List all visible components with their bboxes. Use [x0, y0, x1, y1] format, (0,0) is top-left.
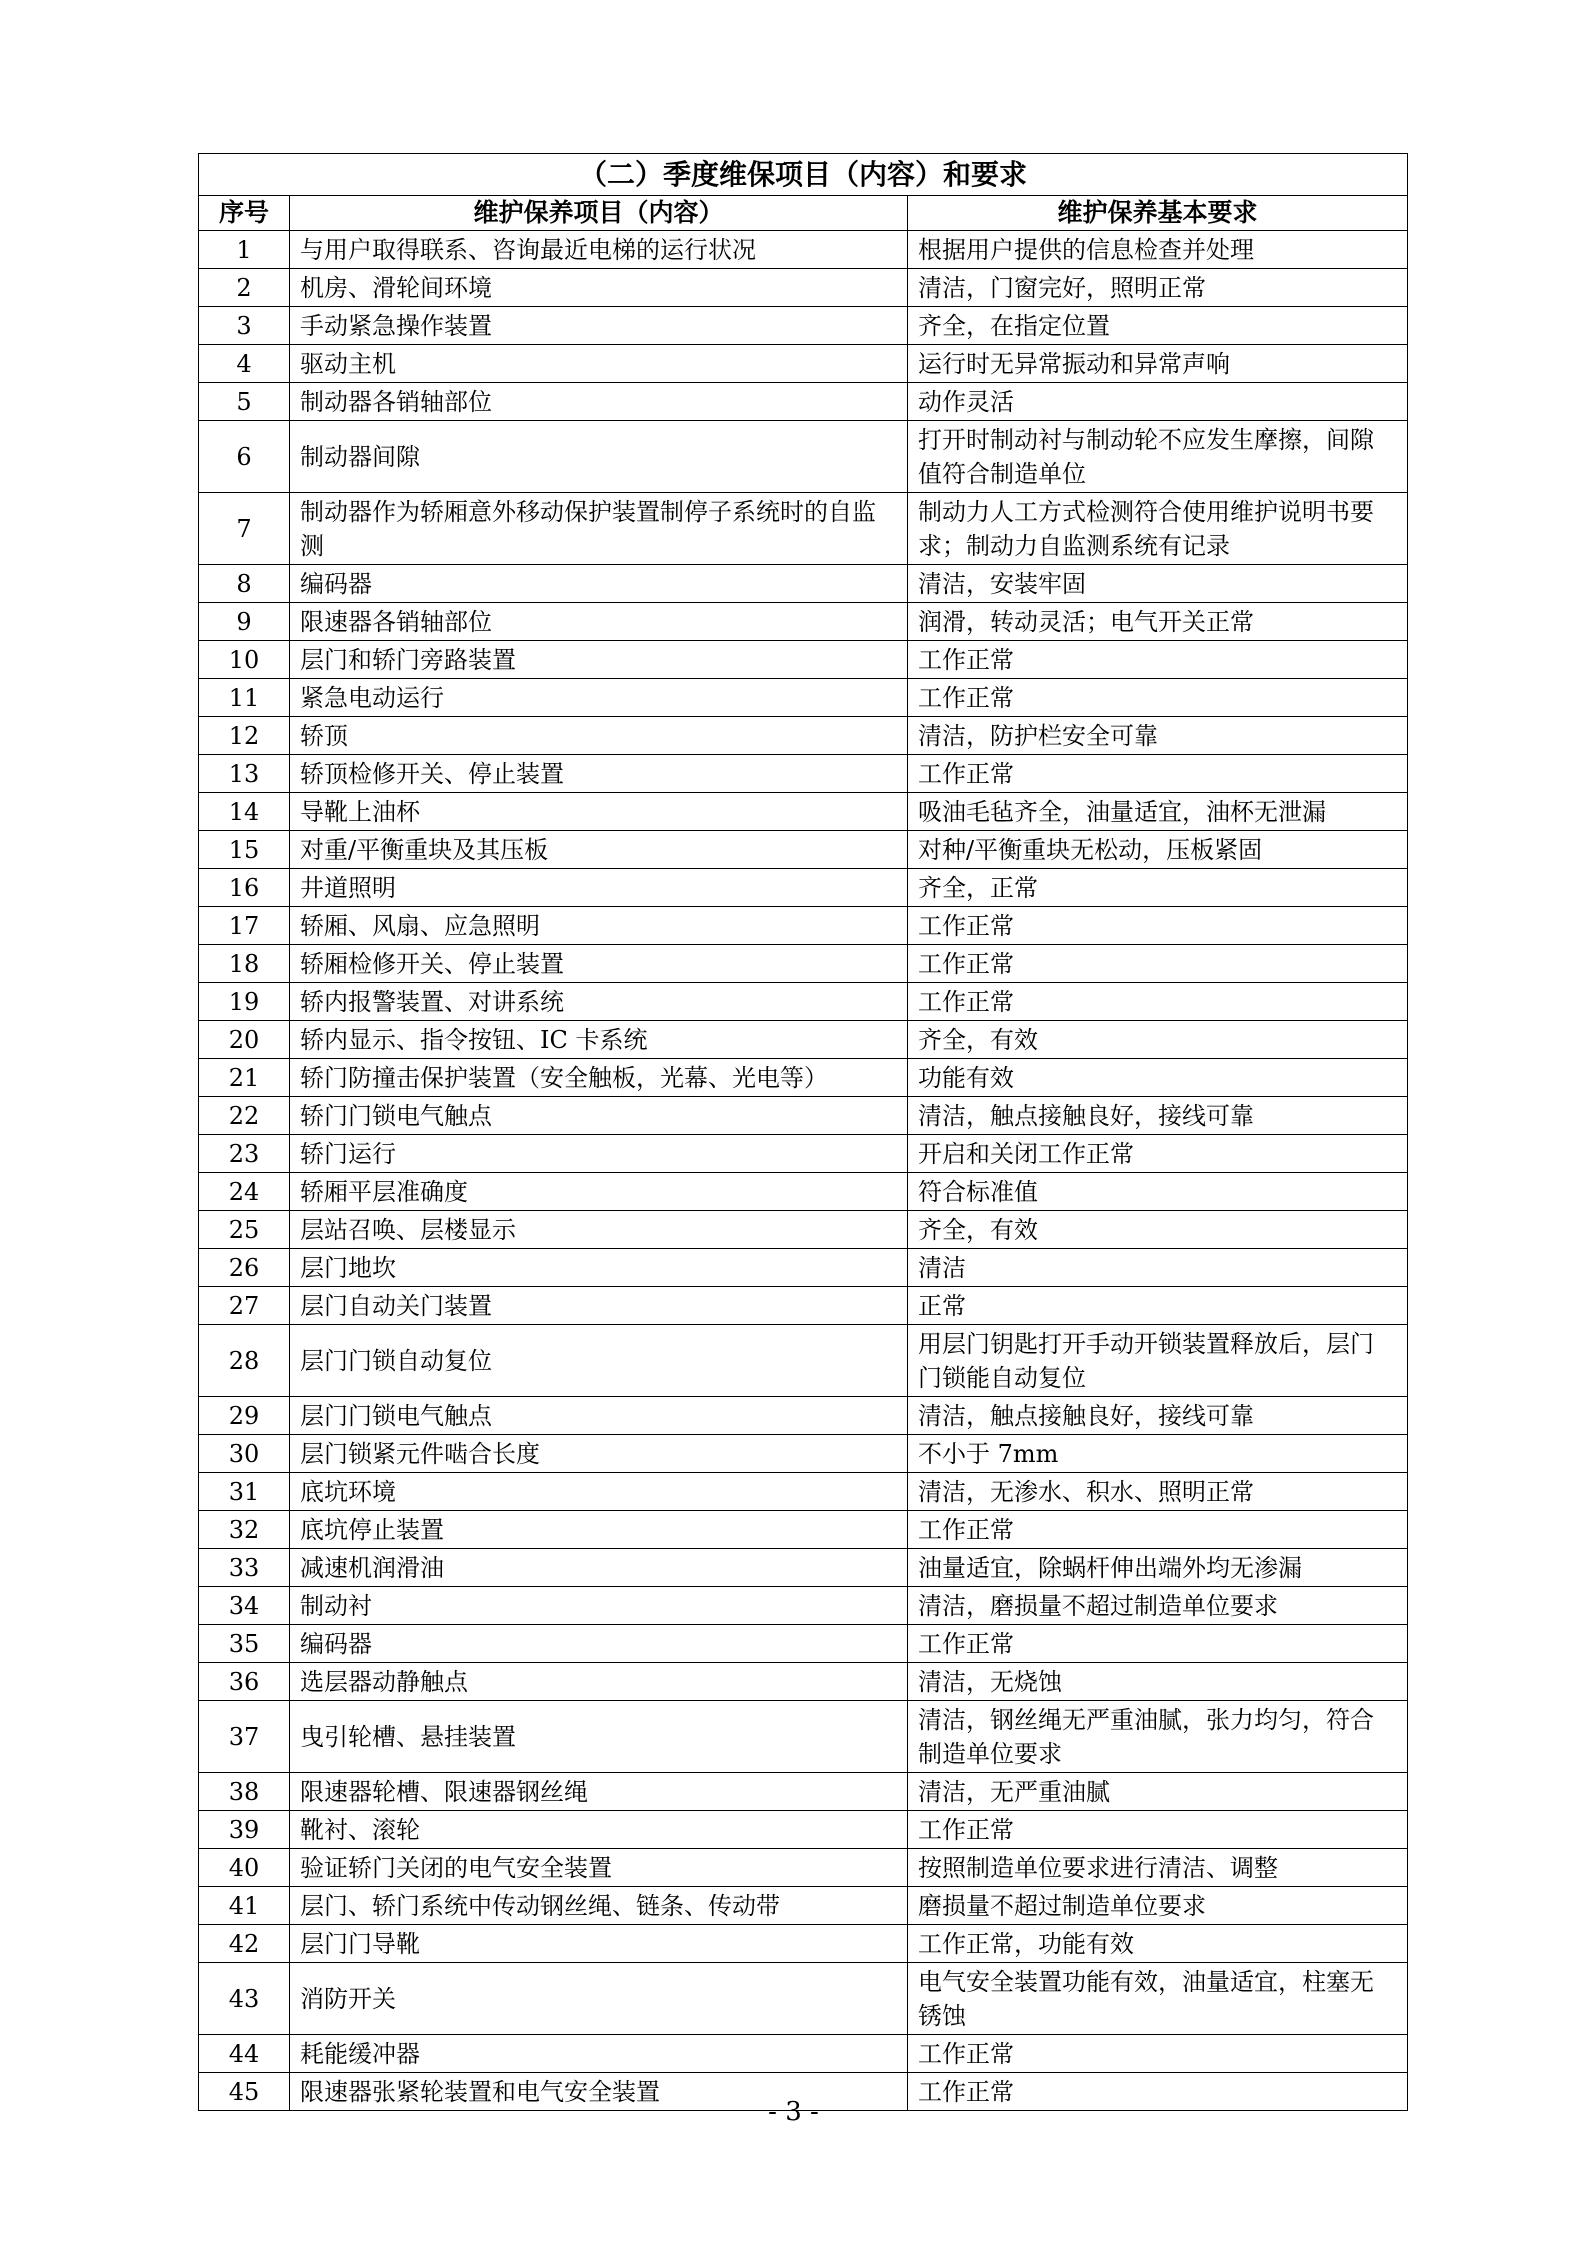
- row-requirement: 开启和关闭工作正常: [908, 1135, 1408, 1173]
- row-number: 16: [199, 869, 290, 907]
- table-row: [199, 1059, 1408, 1097]
- row-number: 2: [199, 269, 290, 307]
- row-requirement: 工作正常，功能有效: [908, 1925, 1408, 1963]
- header-item: 维护保养项目（内容）: [290, 196, 908, 231]
- row-item: 紧急电动运行: [290, 679, 908, 717]
- row-requirement: 清洁，无严重油腻: [908, 1773, 1408, 1811]
- row-requirement: 按照制造单位要求进行清洁、调整: [908, 1849, 1408, 1887]
- table-row: [199, 1587, 1408, 1625]
- row-requirement: 符合标准值: [908, 1173, 1408, 1211]
- row-item: 对重/平衡重块及其压板: [290, 831, 908, 869]
- table-row: [199, 603, 1408, 641]
- table-row: [199, 1021, 1408, 1059]
- row-number: 33: [199, 1549, 290, 1587]
- row-requirement: 工作正常: [908, 907, 1408, 945]
- row-number: 24: [199, 1173, 290, 1211]
- row-item: 制动器间隙: [290, 421, 908, 493]
- page-number: - 3 -: [768, 2097, 819, 2127]
- row-number: 44: [199, 2035, 290, 2073]
- table-row: [199, 1097, 1408, 1135]
- table-row: [199, 383, 1408, 421]
- table-title: （二）季度维保项目（内容）和要求: [199, 154, 1408, 196]
- table-row: [199, 679, 1408, 717]
- row-item: 层站召唤、层楼显示: [290, 1211, 908, 1249]
- row-number: 34: [199, 1587, 290, 1625]
- row-requirement: 清洁，触点接触良好，接线可靠: [908, 1097, 1408, 1135]
- table-row: [199, 831, 1408, 869]
- table-row: [199, 1811, 1408, 1849]
- row-requirement: 制动力人工方式检测符合使用维护说明书要求；制动力自监测系统有记录: [908, 493, 1408, 565]
- row-item: 验证轿门关闭的电气安全装置: [290, 1849, 908, 1887]
- row-item: 与用户取得联系、咨询最近电梯的运行状况: [290, 231, 908, 269]
- row-number: 45: [199, 2073, 290, 2111]
- table-row: [199, 231, 1408, 269]
- table-row: [199, 1325, 1408, 1397]
- table-row: [199, 1249, 1408, 1287]
- row-requirement: 齐全，正常: [908, 869, 1408, 907]
- row-requirement: 工作正常: [908, 2073, 1408, 2111]
- row-requirement: 工作正常: [908, 1511, 1408, 1549]
- table-row: [199, 1963, 1408, 2035]
- row-number: 38: [199, 1773, 290, 1811]
- row-item: 机房、滑轮间环境: [290, 269, 908, 307]
- row-item: 制动器各销轴部位: [290, 383, 908, 421]
- row-item: 轿内显示、指令按钮、IC 卡系统: [290, 1021, 908, 1059]
- row-requirement: 正常: [908, 1287, 1408, 1325]
- row-item: 耗能缓冲器: [290, 2035, 908, 2073]
- row-item: 层门自动关门装置: [290, 1287, 908, 1325]
- table-row: [199, 1173, 1408, 1211]
- row-requirement: 齐全，在指定位置: [908, 307, 1408, 345]
- row-number: 25: [199, 1211, 290, 1249]
- row-number: 43: [199, 1963, 290, 2035]
- row-requirement: 吸油毛毡齐全，油量适宜，油杯无泄漏: [908, 793, 1408, 831]
- row-requirement: 清洁，触点接触良好，接线可靠: [908, 1397, 1408, 1435]
- header-requirement: 维护保养基本要求: [908, 196, 1408, 231]
- row-requirement: 用层门钥匙打开手动开锁装置释放后，层门门锁能自动复位: [908, 1325, 1408, 1397]
- row-number: 27: [199, 1287, 290, 1325]
- row-requirement: 清洁，无烧蚀: [908, 1663, 1408, 1701]
- table-row: [199, 307, 1408, 345]
- row-number: 4: [199, 345, 290, 383]
- row-item: 层门和轿门旁路装置: [290, 641, 908, 679]
- row-item: 层门门导靴: [290, 1925, 908, 1963]
- row-item: 轿厢检修开关、停止装置: [290, 945, 908, 983]
- row-item: 减速机润滑油: [290, 1549, 908, 1587]
- row-requirement: 打开时制动衬与制动轮不应发生摩擦，间隙值符合制造单位: [908, 421, 1408, 493]
- table-row: [199, 907, 1408, 945]
- row-item: 选层器动静触点: [290, 1663, 908, 1701]
- row-item: 底坑环境: [290, 1473, 908, 1511]
- row-item: 靴衬、滚轮: [290, 1811, 908, 1849]
- row-number: 32: [199, 1511, 290, 1549]
- row-item: 消防开关: [290, 1963, 908, 2035]
- table-row: [199, 2035, 1408, 2073]
- row-item: 轿内报警装置、对讲系统: [290, 983, 908, 1021]
- table-row: [199, 565, 1408, 603]
- row-number: 13: [199, 755, 290, 793]
- row-item: 导靴上油杯: [290, 793, 908, 831]
- row-number: 6: [199, 421, 290, 493]
- table-row: [199, 1435, 1408, 1473]
- row-number: 7: [199, 493, 290, 565]
- table-row: [199, 1511, 1408, 1549]
- row-requirement: 根据用户提供的信息检查并处理: [908, 231, 1408, 269]
- row-requirement: 工作正常: [908, 679, 1408, 717]
- row-requirement: 不小于 7mm: [908, 1435, 1408, 1473]
- row-requirement: 清洁，磨损量不超过制造单位要求: [908, 1587, 1408, 1625]
- row-item: 限速器各销轴部位: [290, 603, 908, 641]
- row-number: 9: [199, 603, 290, 641]
- table-row: [199, 1887, 1408, 1925]
- table-row: [199, 1287, 1408, 1325]
- row-item: 制动器作为轿厢意外移动保护装置制停子系统时的自监测: [290, 493, 908, 565]
- row-requirement: 齐全，有效: [908, 1021, 1408, 1059]
- table-row: [199, 269, 1408, 307]
- row-number: 21: [199, 1059, 290, 1097]
- row-item: 井道照明: [290, 869, 908, 907]
- row-item: 轿厢平层准确度: [290, 1173, 908, 1211]
- row-number: 20: [199, 1021, 290, 1059]
- row-item: 制动衬: [290, 1587, 908, 1625]
- table-row: [199, 1663, 1408, 1701]
- table-row: [199, 1849, 1408, 1887]
- row-item: 编码器: [290, 565, 908, 603]
- row-requirement: 工作正常: [908, 1625, 1408, 1663]
- row-number: 8: [199, 565, 290, 603]
- row-item: 轿顶: [290, 717, 908, 755]
- header-no: 序号: [199, 196, 290, 231]
- table-row: [199, 983, 1408, 1021]
- table-row: [199, 1397, 1408, 1435]
- table-row: [199, 1135, 1408, 1173]
- row-item: 限速器张紧轮装置和电气安全装置: [290, 2073, 908, 2111]
- row-item: 手动紧急操作装置: [290, 307, 908, 345]
- table-row: [199, 755, 1408, 793]
- row-number: 30: [199, 1435, 290, 1473]
- row-item: 轿门防撞击保护装置（安全触板，光幕、光电等）: [290, 1059, 908, 1097]
- row-requirement: 工作正常: [908, 641, 1408, 679]
- row-number: 15: [199, 831, 290, 869]
- row-number: 3: [199, 307, 290, 345]
- row-requirement: 工作正常: [908, 983, 1408, 1021]
- row-number: 19: [199, 983, 290, 1021]
- row-item: 编码器: [290, 1625, 908, 1663]
- row-item: 层门地坎: [290, 1249, 908, 1287]
- row-number: 37: [199, 1701, 290, 1773]
- table-row: [199, 345, 1408, 383]
- row-item: 底坑停止装置: [290, 1511, 908, 1549]
- table-row: [199, 945, 1408, 983]
- row-number: 35: [199, 1625, 290, 1663]
- row-number: 11: [199, 679, 290, 717]
- row-requirement: 油量适宜，除蜗杆伸出端外均无渗漏: [908, 1549, 1408, 1587]
- table-row: [199, 869, 1408, 907]
- row-requirement: 电气安全装置功能有效，油量适宜，柱塞无锈蚀: [908, 1963, 1408, 2035]
- row-number: 31: [199, 1473, 290, 1511]
- row-requirement: 清洁，门窗完好，照明正常: [908, 269, 1408, 307]
- row-number: 22: [199, 1097, 290, 1135]
- row-item: 层门锁紧元件啮合长度: [290, 1435, 908, 1473]
- table-row: [199, 1625, 1408, 1663]
- row-number: 40: [199, 1849, 290, 1887]
- table-row: [199, 1211, 1408, 1249]
- row-number: 18: [199, 945, 290, 983]
- row-requirement: 润滑，转动灵活；电气开关正常: [908, 603, 1408, 641]
- row-requirement: 齐全，有效: [908, 1211, 1408, 1249]
- row-requirement: 动作灵活: [908, 383, 1408, 421]
- row-number: 29: [199, 1397, 290, 1435]
- table-row: [199, 1701, 1408, 1773]
- row-number: 14: [199, 793, 290, 831]
- row-item: 轿顶检修开关、停止装置: [290, 755, 908, 793]
- row-requirement: 功能有效: [908, 1059, 1408, 1097]
- row-requirement: 清洁，防护栏安全可靠: [908, 717, 1408, 755]
- row-requirement: 清洁: [908, 1249, 1408, 1287]
- row-requirement: 磨损量不超过制造单位要求: [908, 1887, 1408, 1925]
- row-requirement: 工作正常: [908, 2035, 1408, 2073]
- row-requirement: 对种/平衡重块无松动，压板紧固: [908, 831, 1408, 869]
- table-row: [199, 1549, 1408, 1587]
- row-number: 5: [199, 383, 290, 421]
- row-number: 42: [199, 1925, 290, 1963]
- row-number: 39: [199, 1811, 290, 1849]
- table-row: [199, 1773, 1408, 1811]
- row-item: 层门门锁电气触点: [290, 1397, 908, 1435]
- table-row: [199, 493, 1408, 565]
- row-requirement: 工作正常: [908, 945, 1408, 983]
- table-row: [199, 421, 1408, 493]
- row-number: 1: [199, 231, 290, 269]
- row-requirement: 清洁，钢丝绳无严重油腻，张力均匀，符合制造单位要求: [908, 1701, 1408, 1773]
- row-item: 轿门运行: [290, 1135, 908, 1173]
- table-row: [199, 1473, 1408, 1511]
- row-requirement: 运行时无异常振动和异常声响: [908, 345, 1408, 383]
- row-number: 10: [199, 641, 290, 679]
- row-requirement: 清洁，无渗水、积水、照明正常: [908, 1473, 1408, 1511]
- row-number: 41: [199, 1887, 290, 1925]
- row-requirement: 工作正常: [908, 1811, 1408, 1849]
- row-item: 轿厢、风扇、应急照明: [290, 907, 908, 945]
- maintenance-table: [198, 153, 1408, 2111]
- row-item: 层门、轿门系统中传动钢丝绳、链条、传动带: [290, 1887, 908, 1925]
- row-number: 36: [199, 1663, 290, 1701]
- table-row: [199, 717, 1408, 755]
- row-number: 23: [199, 1135, 290, 1173]
- table-row: [199, 1925, 1408, 1963]
- row-item: 轿门门锁电气触点: [290, 1097, 908, 1135]
- row-requirement: 清洁，安装牢固: [908, 565, 1408, 603]
- row-number: 17: [199, 907, 290, 945]
- row-number: 12: [199, 717, 290, 755]
- table-row: [199, 641, 1408, 679]
- row-item: 层门门锁自动复位: [290, 1325, 908, 1397]
- row-item: 曳引轮槽、悬挂装置: [290, 1701, 908, 1773]
- row-item: 限速器轮槽、限速器钢丝绳: [290, 1773, 908, 1811]
- row-number: 26: [199, 1249, 290, 1287]
- row-item: 驱动主机: [290, 345, 908, 383]
- row-requirement: 工作正常: [908, 755, 1408, 793]
- row-number: 28: [199, 1325, 290, 1397]
- table-row: [199, 793, 1408, 831]
